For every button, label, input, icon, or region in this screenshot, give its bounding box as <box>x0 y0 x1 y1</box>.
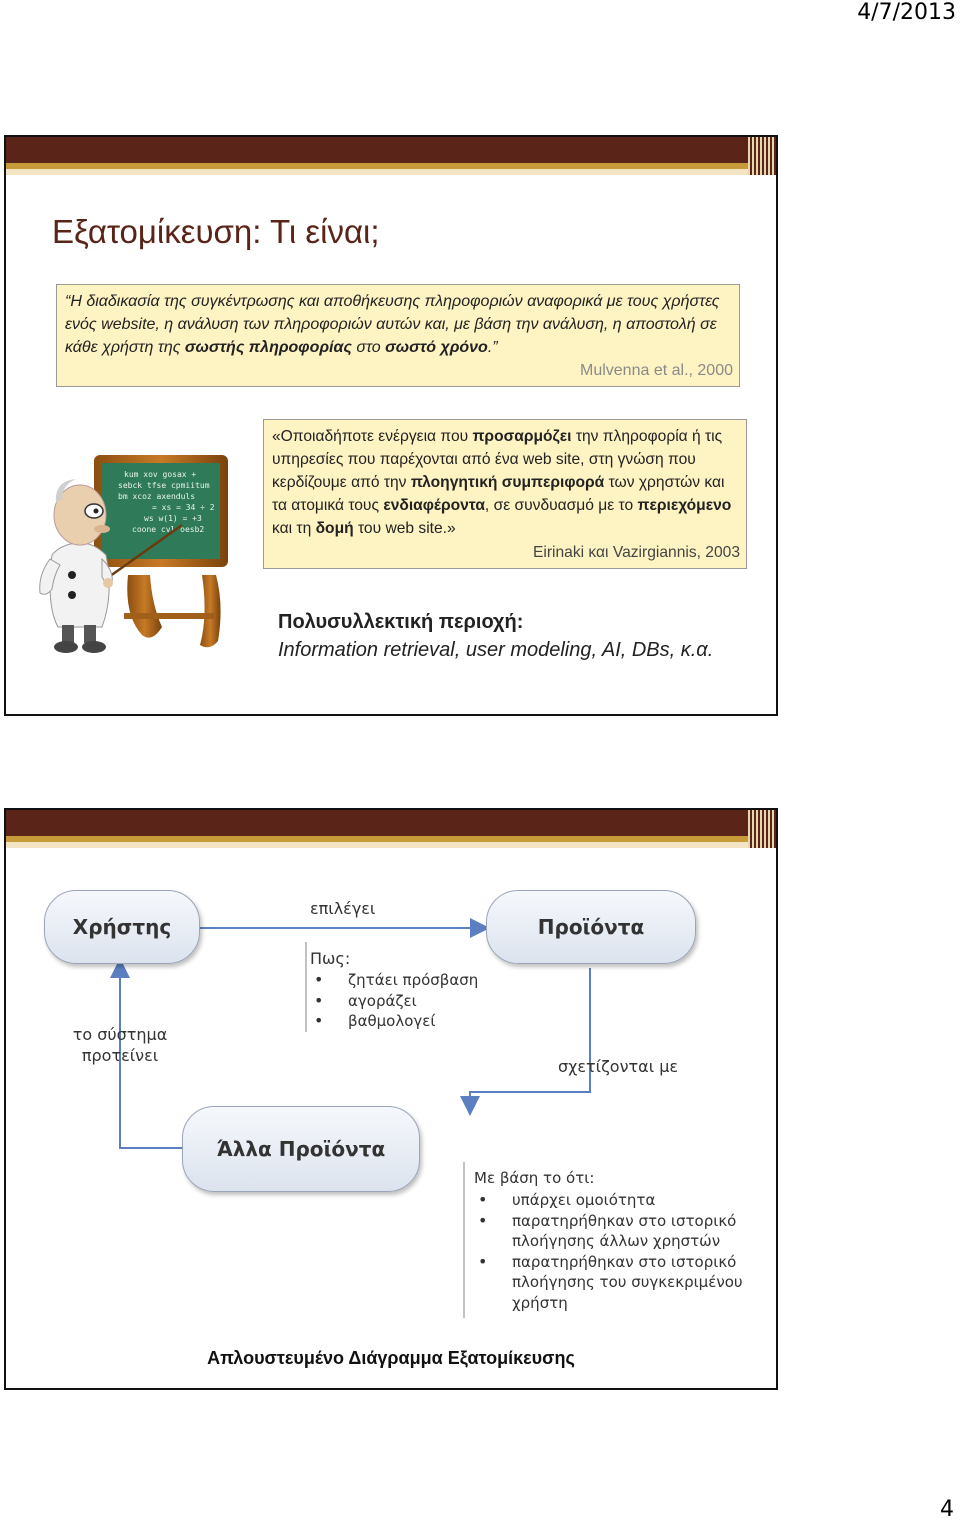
node-other-products: Άλλα Προϊόντα <box>182 1106 420 1192</box>
quote-bold-text: δομή <box>315 520 354 537</box>
quote-citation: Eirinaki και Vazirgiannis, 2003 <box>532 544 740 561</box>
diagram-caption <box>6 1348 778 1369</box>
label-chooses: επιλέγει <box>310 899 376 918</box>
chalk-line: bm xcoz axenduls <box>118 492 196 501</box>
list-item: • παρατηρήθηκαν στο ιστορικό πλοήγησης του συγκεκριμένου χρήστη <box>474 1252 764 1314</box>
list-item: • υπάρχει ομοιότητα <box>474 1190 764 1211</box>
label-related: σχετίζονται με <box>558 1057 679 1076</box>
quote-text: την πληροφορία ή τις υπηρεσίες που παρέχονται από ένα web site, στη γνώση που κερδίζουμε από την <box>272 428 723 491</box>
page-number: 4 <box>940 1497 954 1522</box>
quote-text: .” <box>487 339 498 356</box>
quote-bold-text: ενδιαφέροντα <box>383 497 485 514</box>
slide-header-bar <box>6 137 776 175</box>
chalk-line: = xs = 34 ÷ 2 <box>152 503 215 512</box>
definition-quote-box-2 <box>263 419 747 569</box>
caption-text: Απλουστευμένο Διάγραμμα Εξατομίκευσης <box>207 1348 575 1368</box>
list-item: • βαθμολογεί <box>310 1011 478 1032</box>
label-system-suggests <box>62 1024 178 1066</box>
label-based-on: Με βάση το ότι: <box>474 1169 595 1187</box>
quote-bold-text: πλοηγητική συμπεριφορά <box>410 474 605 491</box>
quote-bold-text: προσαρμόζει <box>472 428 572 445</box>
label-line: προτείνει <box>81 1046 159 1065</box>
label-line: το σύστημα <box>72 1025 168 1044</box>
quote-bold-text: σωστής πληροφορίας <box>184 339 352 356</box>
quote-bold-text: σωστό χρόνο <box>385 339 488 356</box>
label-how: Πως: <box>310 949 351 968</box>
quote-text: του web site.» <box>353 520 456 537</box>
multidisciplinary-heading: Πολυσυλλεκτική περιοχή: <box>278 611 524 633</box>
quote-text: «Οποιαδήποτε ενέργεια που <box>272 428 473 445</box>
quote-text: “Η διαδικασία της συγκέντρωσης και αποθήκευσης πληροφοριών αναφορικά με τους χρήστες ενός website, η ανάλυση των πληροφοριών αυτών και, με βάση την ανάλυση, η αποστολή σε κάθε χρήστη της <box>65 293 720 356</box>
node-products: Προϊόντα <box>486 890 696 964</box>
professor-chalkboard-illustration <box>32 455 250 655</box>
quote-text: και τη <box>272 520 316 537</box>
multidisciplinary-fields: Information retrieval, user modeling, AI, DBs, κ.α. <box>278 639 714 661</box>
definition-quote-box <box>56 284 740 387</box>
based-on-list <box>474 1190 764 1313</box>
slide-2 <box>4 808 778 1390</box>
quote-text: , σε συνδυασμό με το <box>484 497 638 514</box>
list-item: • αγοράζει <box>310 991 478 1012</box>
node-user: Χρήστης <box>44 890 200 964</box>
quote-text: στο <box>351 339 386 356</box>
how-list <box>310 970 478 1032</box>
chalk-line: coone cvl oesb2 <box>132 525 205 534</box>
slide-1 <box>4 135 778 716</box>
quote-bold-text: περιεχόμενο <box>637 497 732 514</box>
list-item: • ζητάει πρόσβαση <box>310 970 478 991</box>
quote-citation: Mulvenna et al., 2000 <box>580 362 733 379</box>
quote-text: των χρηστών και τα ατομικά τους <box>272 474 725 514</box>
date-stamp: 4/7/2013 <box>857 0 956 25</box>
chalk-line: ws w(1) = +3 <box>144 514 202 523</box>
chalk-line: kum xov gosax + <box>124 470 197 479</box>
list-item: • παρατηρήθηκαν στο ιστορικό πλοήγησης άλλων χρηστών <box>474 1211 764 1252</box>
chalk-line: sebck tfse cpmiitum <box>118 481 210 490</box>
arrow-related <box>470 968 590 1106</box>
slide-title: Εξατομίκευση: Τι είναι; <box>52 213 380 250</box>
